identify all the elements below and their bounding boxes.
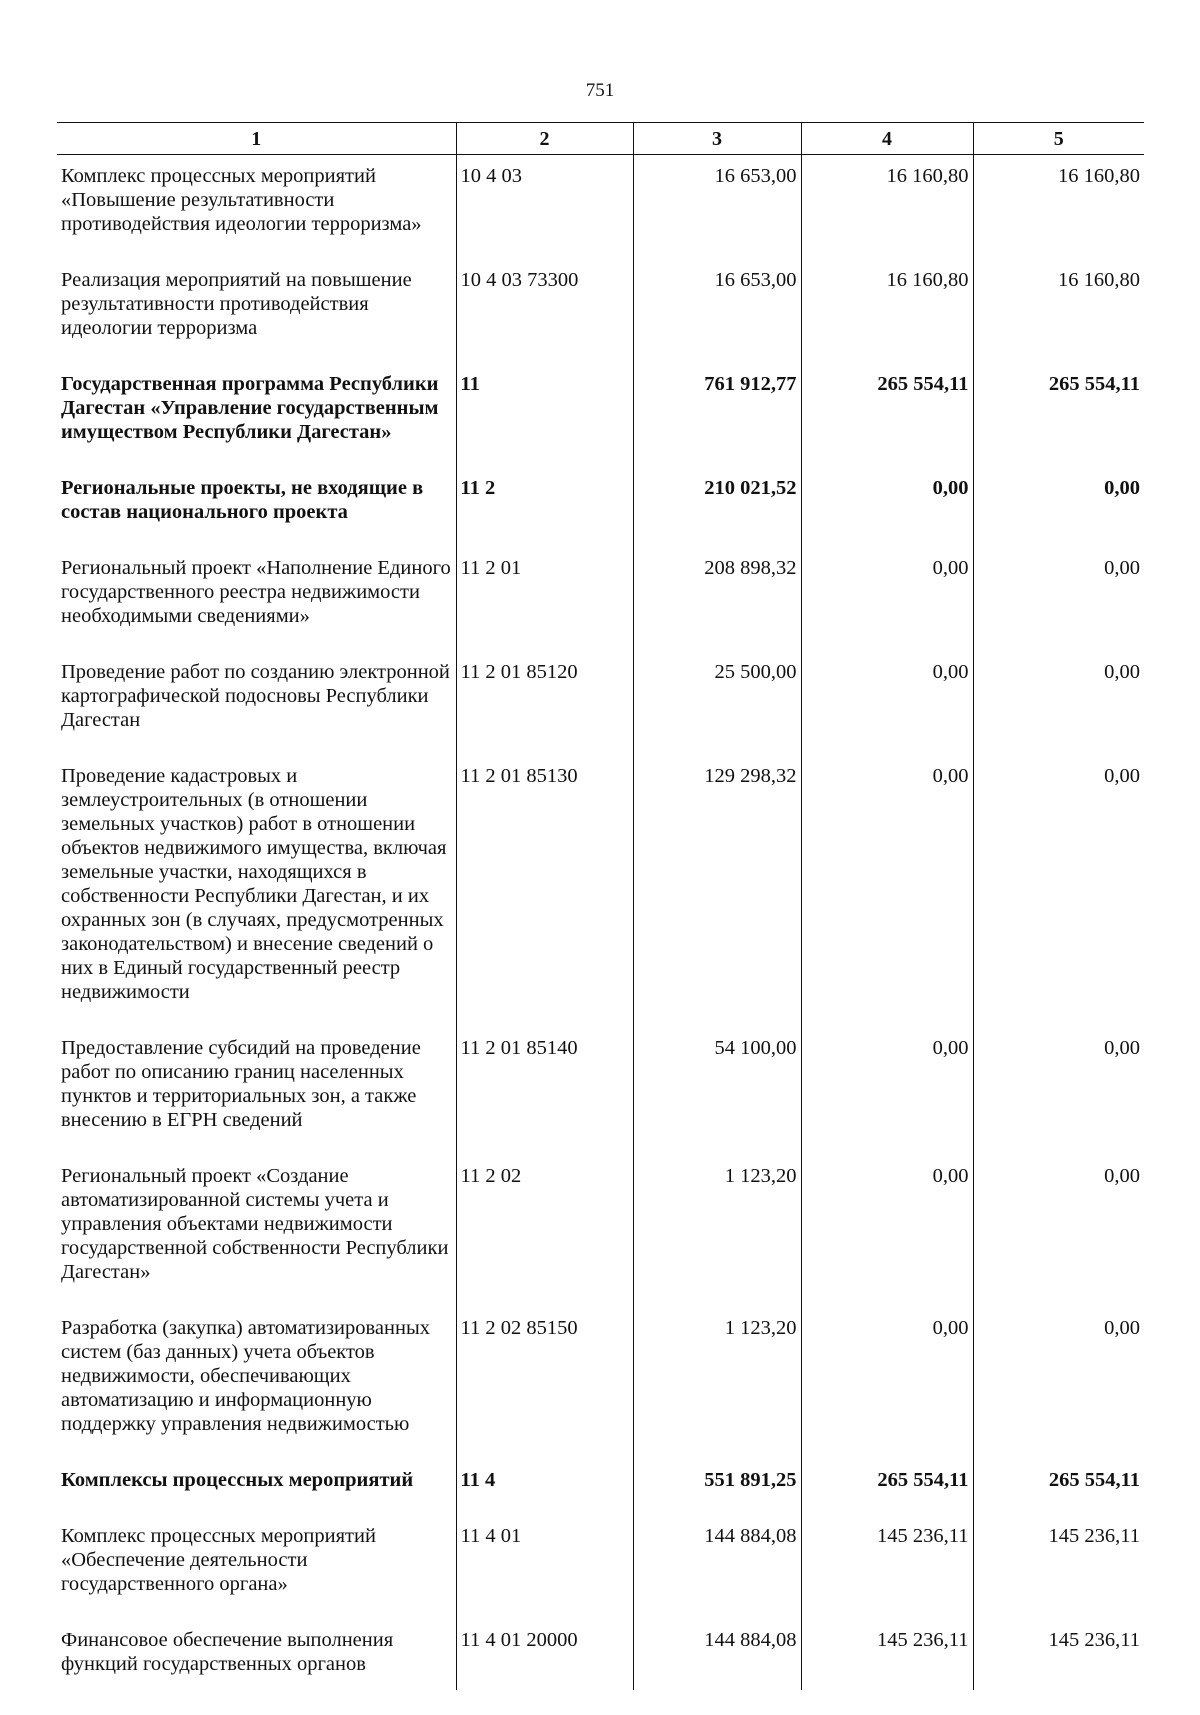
row-value-col3: 761 912,77 — [633, 363, 801, 467]
table-row — [57, 467, 1144, 547]
row-value-col4: 16 160,80 — [801, 155, 973, 260]
row-value-col3: 208 898,32 — [633, 547, 801, 651]
column-header-2: 2 — [456, 123, 633, 155]
row-value-col5: 265 554,11 — [973, 363, 1144, 467]
row-value-col5: 0,00 — [973, 755, 1144, 1027]
row-value-col5: 145 236,11 — [973, 1619, 1144, 1690]
row-value-col4: 265 554,11 — [801, 363, 973, 467]
row-name: Предоставление субсидий на проведение работ по описанию границ населенных пунктов и территориальных зон, а также внесению в ЕГРН сведений — [61, 1037, 421, 1131]
row-value-col3: 129 298,32 — [633, 755, 801, 1027]
table-row — [57, 547, 1144, 651]
row-value-col3: 54 100,00 — [633, 1027, 801, 1155]
row-name: Комплексы процессных мероприятий — [61, 1469, 414, 1491]
row-code: 11 4 01 — [456, 1515, 633, 1619]
row-value-col4: 145 236,11 — [801, 1515, 973, 1619]
row-code: 11 2 01 85140 — [456, 1027, 633, 1155]
row-value-col3: 210 021,52 — [633, 467, 801, 547]
row-value-col3: 16 653,00 — [633, 259, 801, 363]
row-code: 11 4 — [456, 1459, 633, 1515]
table-header — [57, 123, 1144, 155]
table-row — [57, 755, 1144, 1027]
table-row — [57, 651, 1144, 755]
row-code: 11 2 01 85130 — [456, 755, 633, 1027]
row-name: Комплекс процессных мероприятий «Повышение результативности противодействия идеологии терроризма» — [61, 165, 422, 235]
column-header-4: 4 — [801, 123, 973, 155]
row-value-col3: 16 653,00 — [633, 155, 801, 260]
row-value-col3: 25 500,00 — [633, 651, 801, 755]
row-value-col4: 0,00 — [801, 1155, 973, 1307]
row-code: 11 2 — [456, 467, 633, 547]
row-value-col5: 0,00 — [973, 1027, 1144, 1155]
table-body — [57, 155, 1144, 1691]
row-name: Проведение работ по созданию электронной картографической подосновы Республики Дагестан — [61, 661, 450, 731]
row-name: Региональные проекты, не входящие в состав национального проекта — [61, 477, 424, 523]
row-value-col4: 0,00 — [801, 1027, 973, 1155]
row-value-col4: 16 160,80 — [801, 259, 973, 363]
row-value-col5: 0,00 — [973, 547, 1144, 651]
row-code: 11 2 02 85150 — [456, 1307, 633, 1459]
row-code: 10 4 03 73300 — [456, 259, 633, 363]
table-row — [57, 1619, 1144, 1690]
page-number: 751 — [585, 80, 615, 101]
row-code: 11 4 01 20000 — [456, 1619, 633, 1690]
row-value-col4: 0,00 — [801, 1307, 973, 1459]
table-row — [57, 1155, 1144, 1307]
budget-table — [57, 122, 1144, 1690]
row-name: Реализация мероприятий на повышение результативности противодействия идеологии терроризма — [61, 269, 412, 339]
row-value-col5: 145 236,11 — [973, 1515, 1144, 1619]
row-name: Комплекс процессных мероприятий «Обеспечение деятельности государственного органа» — [61, 1525, 376, 1595]
row-value-col5: 0,00 — [973, 651, 1144, 755]
row-code: 10 4 03 — [456, 155, 633, 260]
table-row — [57, 1459, 1144, 1515]
row-value-col3: 144 884,08 — [633, 1515, 801, 1619]
row-value-col3: 551 891,25 — [633, 1459, 801, 1515]
row-value-col3: 1 123,20 — [633, 1155, 801, 1307]
row-value-col4: 0,00 — [801, 547, 973, 651]
row-name: Государственная программа Республики Дагестан «Управление государственным имуществом Республики Дагестан» — [61, 373, 439, 443]
row-value-col4: 265 554,11 — [801, 1459, 973, 1515]
row-name: Проведение кадастровых и землеустроительных (в отношении земельных участков) работ в отношении объектов недвижимого имущества, включая земельные участки, находящихся в собственности Республики Дагестан, и их охранных зон (в случаях, предусмотренных законодательством) и внесение сведений о них в Единый государственный реестр недвижимости — [61, 765, 447, 1003]
row-name: Финансовое обеспечение выполнения функций государственных органов — [61, 1629, 394, 1675]
row-value-col5: 0,00 — [973, 467, 1144, 547]
row-value-col5: 0,00 — [973, 1307, 1144, 1459]
row-value-col4: 0,00 — [801, 651, 973, 755]
table-row — [57, 1027, 1144, 1155]
row-value-col4: 0,00 — [801, 755, 973, 1027]
table-row — [57, 1307, 1144, 1459]
table-row — [57, 363, 1144, 467]
row-value-col5: 265 554,11 — [973, 1459, 1144, 1515]
column-header-3: 3 — [633, 123, 801, 155]
row-value-col5: 16 160,80 — [973, 259, 1144, 363]
row-value-col5: 16 160,80 — [973, 155, 1144, 260]
row-name: Региональный проект «Создание автоматизированной системы учета и управления объектами недвижимости государственной собственности Республики Дагестан» — [61, 1165, 449, 1283]
column-header-1: 1 — [57, 123, 456, 155]
row-value-col5: 0,00 — [973, 1155, 1144, 1307]
row-value-col3: 144 884,08 — [633, 1619, 801, 1690]
row-code: 11 — [456, 363, 633, 467]
row-value-col3: 1 123,20 — [633, 1307, 801, 1459]
row-value-col4: 145 236,11 — [801, 1619, 973, 1690]
row-code: 11 2 01 85120 — [456, 651, 633, 755]
row-name: Разработка (закупка) автоматизированных систем (баз данных) учета объектов недвижимости, обеспечивающих автоматизацию и информационную поддержку управления недвижимостью — [61, 1317, 430, 1435]
row-name: Региональный проект «Наполнение Единого государственного реестра недвижимости необходимыми сведениями» — [61, 557, 451, 627]
row-code: 11 2 02 — [456, 1155, 633, 1307]
table-row — [57, 1515, 1144, 1619]
row-code: 11 2 01 — [456, 547, 633, 651]
column-header-5: 5 — [973, 123, 1144, 155]
table-row — [57, 155, 1144, 260]
header-row — [57, 123, 1144, 155]
row-value-col4: 0,00 — [801, 467, 973, 547]
table-row — [57, 259, 1144, 363]
